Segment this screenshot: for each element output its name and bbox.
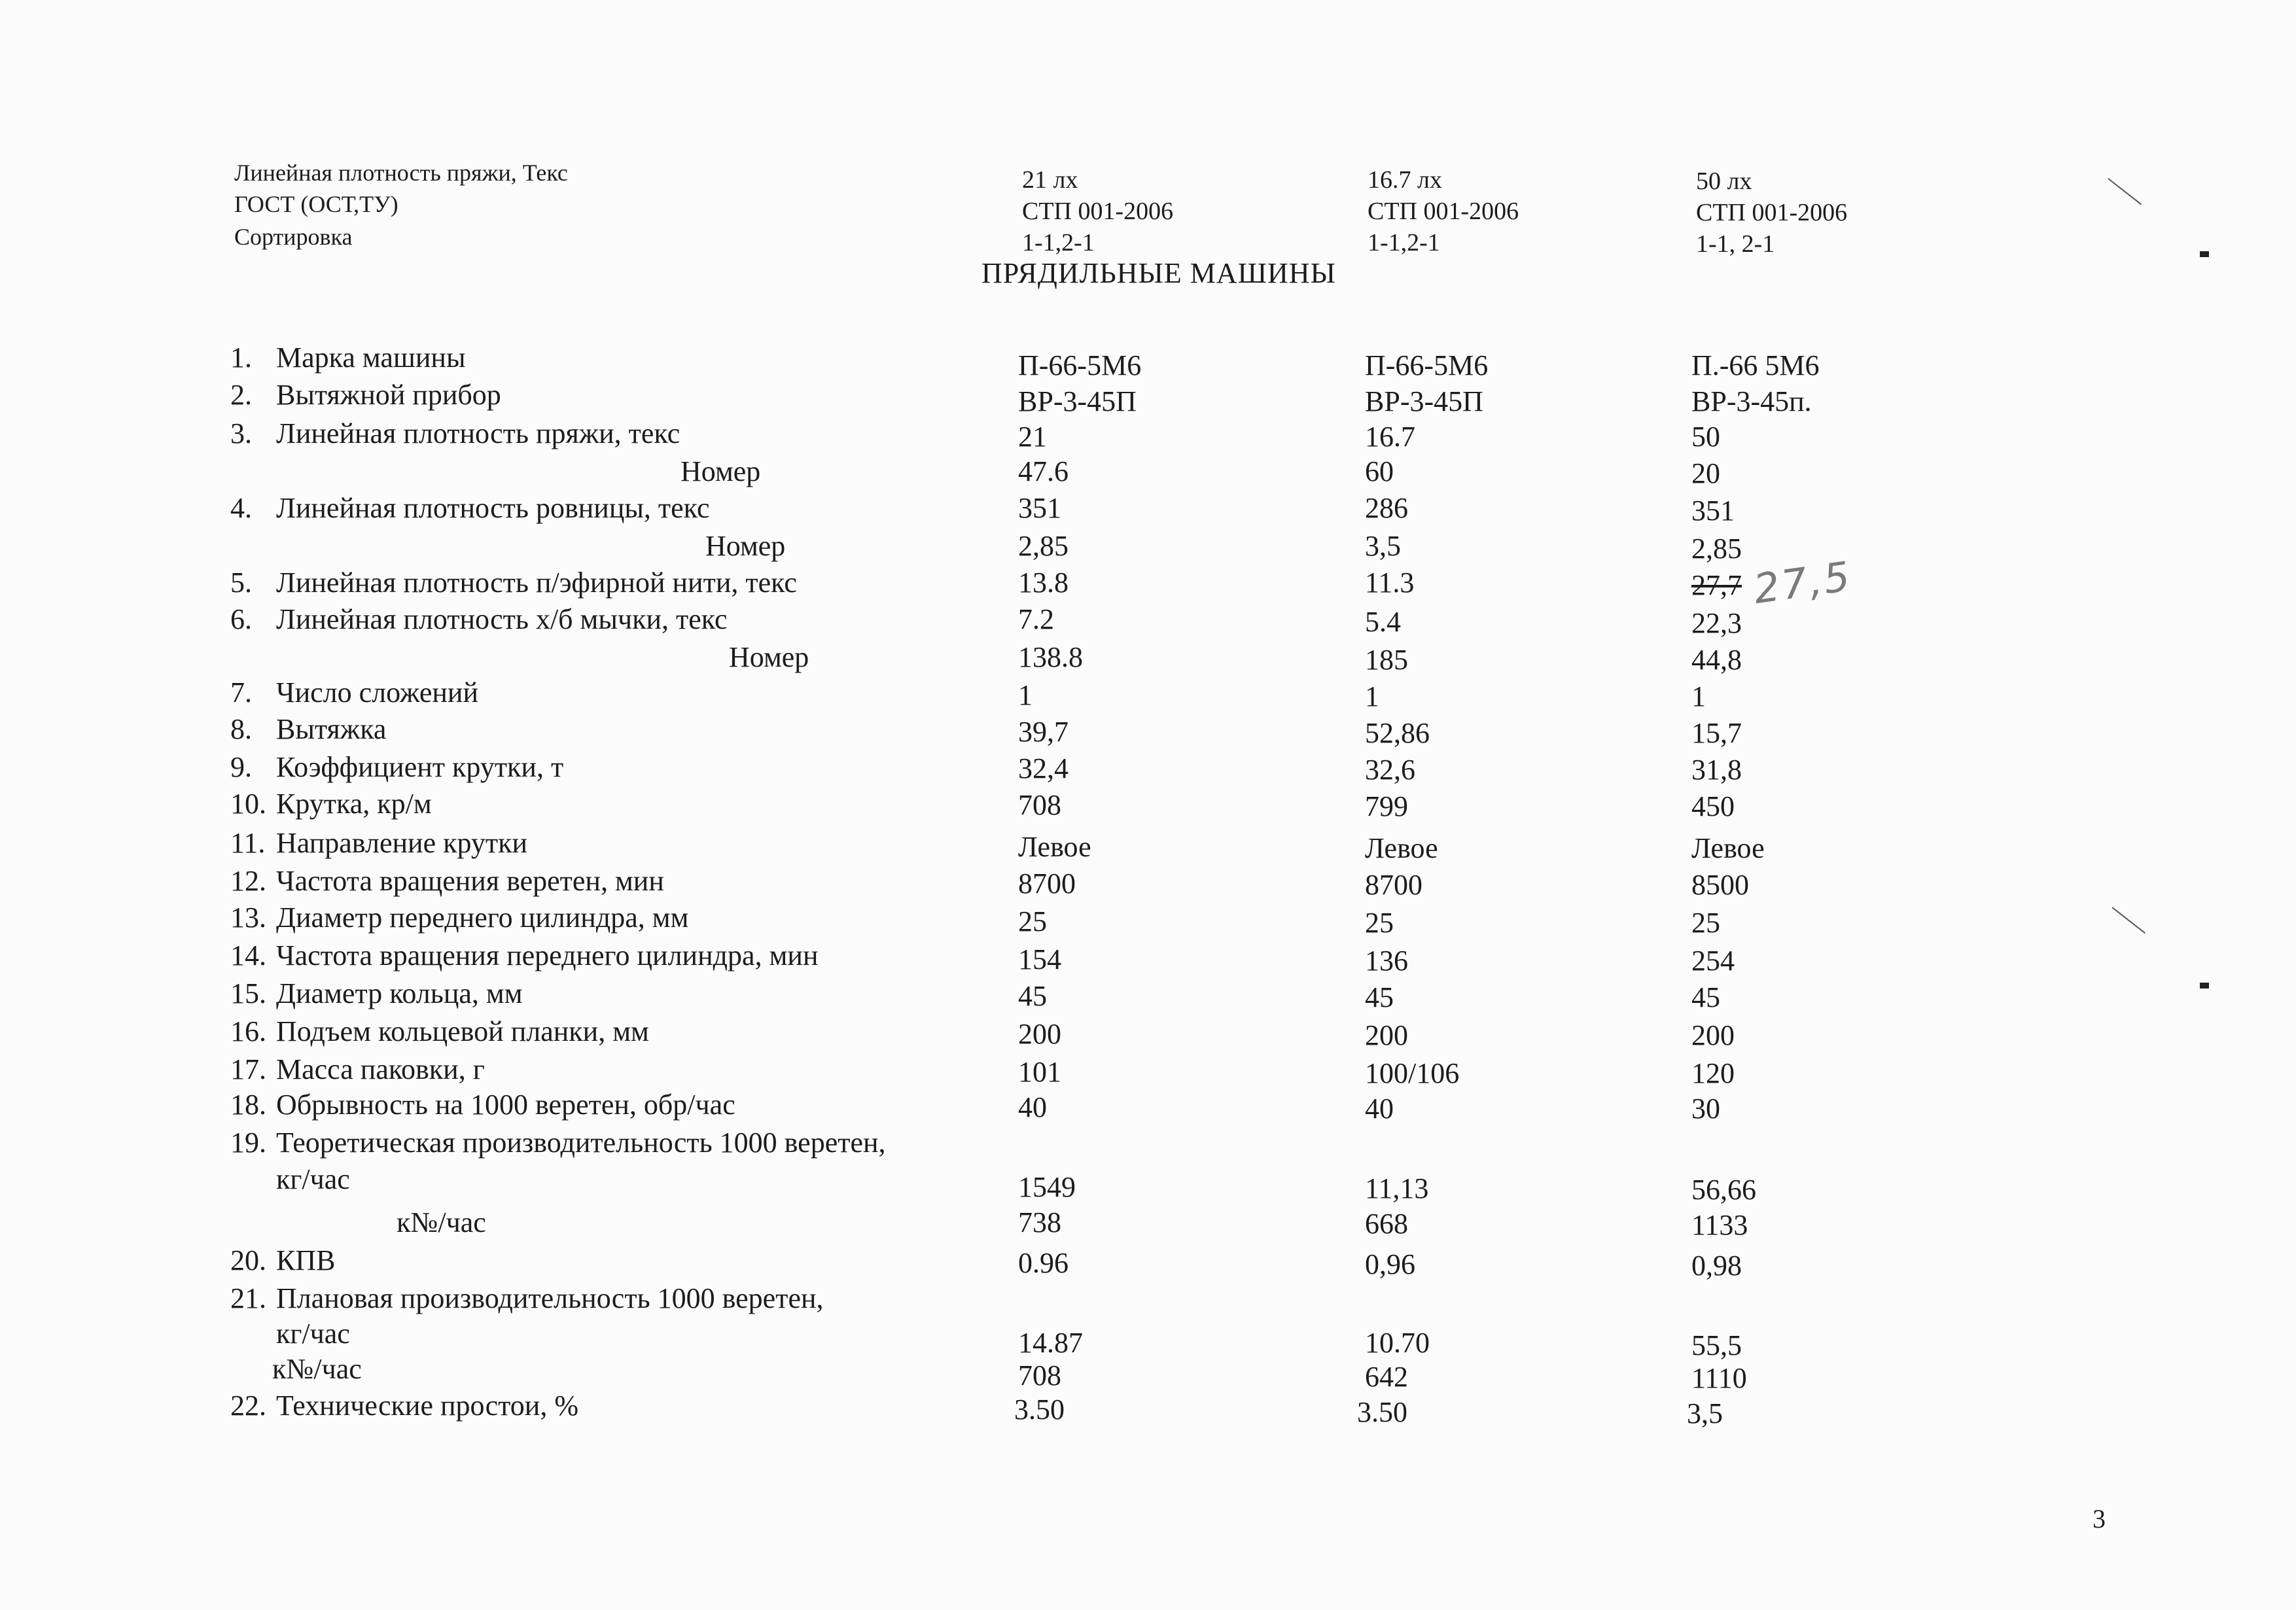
row-value-col3: 3,5 <box>1687 1397 1723 1429</box>
row-value-col1: ВР-3-45П <box>1018 385 1137 417</box>
row-number: 14. <box>230 939 266 971</box>
row-value-col3: 1 <box>1691 680 1706 712</box>
row-value-col3: 25 <box>1691 907 1720 939</box>
row-value-col3: 15,7 <box>1691 717 1742 749</box>
row-value-col1: 7.2 <box>1018 603 1054 635</box>
row-number: 12. <box>230 865 266 897</box>
row-label: Вытяжка <box>276 713 387 745</box>
row-number: 3. <box>230 417 252 449</box>
row-value-col3: 120 <box>1691 1057 1735 1089</box>
row-value-col1: 14.87 <box>1018 1327 1083 1359</box>
row-value-col1: Левое <box>1018 831 1091 863</box>
row-value-col3: 254 <box>1691 945 1735 977</box>
row-value-col1: 154 <box>1018 943 1061 975</box>
row-value-col1: 13.8 <box>1018 567 1069 599</box>
row-value-col3: 450 <box>1691 790 1735 822</box>
row-label: Диаметр переднего цилиндра, мм <box>276 901 689 934</box>
row-value-col1: 8700 <box>1018 867 1076 900</box>
table-row <box>0 1387 2296 1429</box>
row-value-col2: 668 <box>1365 1208 1408 1240</box>
table-row <box>0 748 2296 786</box>
row-number: 15. <box>230 977 266 1009</box>
row-value-col2: 45 <box>1365 981 1394 1013</box>
row-value-col3: 0,98 <box>1691 1250 1742 1282</box>
row-value-col1: 101 <box>1018 1056 1061 1088</box>
header-col1-standard: СТП 001-2006 <box>1022 198 1174 225</box>
row-number: 19. <box>230 1127 266 1159</box>
row-number: 21. <box>230 1282 266 1314</box>
table-row <box>0 862 2296 900</box>
table-row <box>0 1280 2296 1318</box>
row-value-col2: ВР-3-45П <box>1365 385 1483 417</box>
row-label: к№/час <box>397 1206 486 1238</box>
row-number: 10. <box>230 788 266 820</box>
row-value-col2: 3,5 <box>1365 530 1401 562</box>
table-row <box>0 937 2296 975</box>
row-value-col3: 56,66 <box>1691 1174 1756 1206</box>
row-value-col2: 0,96 <box>1365 1248 1415 1280</box>
table-row <box>0 1350 2296 1394</box>
table-row <box>0 824 2296 862</box>
row-number: 4. <box>230 492 252 524</box>
table-row <box>0 527 2296 565</box>
row-label: Плановая производительность 1000 веретен, <box>276 1282 824 1314</box>
row-number: 1. <box>230 341 252 374</box>
header-col2-sort: 1-1,2-1 <box>1368 229 1440 256</box>
row-label: Номер <box>729 641 809 673</box>
row-value-col1: 25 <box>1018 905 1047 937</box>
row-number: 22. <box>230 1390 266 1422</box>
row-value-col2: 136 <box>1365 945 1408 977</box>
row-label: Крутка, кр/м <box>276 788 432 820</box>
row-value-col3-struck: 27,7 <box>1691 569 1742 601</box>
table-row <box>0 1013 2296 1051</box>
table-row <box>0 339 2296 381</box>
row-value-col3: ВР-3-45п. <box>1691 385 1812 417</box>
row-label: Число сложений <box>276 676 479 709</box>
row-number: 11. <box>230 827 266 859</box>
row-value-col1: 3.50 <box>1014 1393 1065 1426</box>
header-label-standard: ГОСТ (ОСТ,ТУ) <box>234 191 398 217</box>
row-number: 9. <box>230 751 252 783</box>
header-col1-sort: 1-1,2-1 <box>1022 229 1095 256</box>
row-label: Диаметр кольца, мм <box>276 977 523 1009</box>
row-value-col2: 286 <box>1365 492 1408 524</box>
row-value-col2: 32,6 <box>1365 754 1415 786</box>
header-label-density: Линейная плотность пряжи, Текс <box>234 160 568 186</box>
table-row <box>0 899 2296 937</box>
table-row <box>0 564 2296 602</box>
row-label: Номер <box>705 530 786 562</box>
row-number: 6. <box>230 603 252 635</box>
row-value-col1: 138.8 <box>1018 641 1083 673</box>
scan-mark <box>2200 251 2209 257</box>
row-number: 18. <box>230 1089 266 1121</box>
row-value-col3: 44,8 <box>1691 644 1742 676</box>
row-value-col3: 1133 <box>1691 1209 1748 1241</box>
row-number: 17. <box>230 1053 266 1085</box>
row-value-col2: 40 <box>1365 1093 1394 1125</box>
row-value-col3: 20 <box>1691 457 1720 489</box>
row-value-col2: 10.70 <box>1365 1327 1430 1359</box>
row-label: Марка машины <box>276 341 466 374</box>
table-row <box>0 415 2296 453</box>
handwritten-correction: 27,5 <box>1750 551 1855 614</box>
row-value-col3: 200 <box>1691 1019 1735 1051</box>
row-value-col3: 45 <box>1691 981 1720 1013</box>
section-title: ПРЯДИЛЬНЫЕ МАШИНЫ <box>981 257 1336 289</box>
row-value-col1: 45 <box>1018 980 1047 1012</box>
row-value-col3: 1110 <box>1691 1362 1747 1394</box>
header-col3-density: 50 лх <box>1696 167 1752 195</box>
table-row <box>0 601 2296 639</box>
row-value-col2: 16.7 <box>1365 421 1415 453</box>
row-value-col3: 31,8 <box>1691 754 1742 786</box>
scan-mark <box>2108 178 2142 205</box>
row-value-col1: 738 <box>1018 1206 1061 1238</box>
row-value-col2: Левое <box>1365 832 1438 864</box>
table-row <box>0 453 2296 491</box>
row-value-col1: 39,7 <box>1018 716 1069 748</box>
row-label: Обрывность на 1000 веретен, обр/час <box>276 1089 735 1121</box>
header-col1-density: 21 лх <box>1022 166 1078 194</box>
row-value-col1: 40 <box>1018 1091 1047 1123</box>
header-col3-sort: 1-1, 2-1 <box>1696 230 1775 258</box>
row-label: Линейная плотность х/б мычки, текс <box>276 603 728 635</box>
table-row <box>0 1315 2296 1361</box>
table-row <box>0 1161 2296 1206</box>
row-value-col2: П-66-5М6 <box>1365 349 1489 381</box>
row-value-col1: 21 <box>1018 421 1047 453</box>
page-number: 3 <box>2093 1504 2106 1533</box>
row-value-col3: 8500 <box>1691 869 1749 901</box>
row-value-col3: 55,5 <box>1691 1329 1742 1361</box>
row-label: Направление крутки <box>276 827 528 859</box>
row-value-col3: П.-66 5М6 <box>1691 349 1820 381</box>
row-value-col2: 11.3 <box>1365 567 1415 599</box>
row-label: Линейная плотность ровницы, текс <box>276 492 710 524</box>
scan-mark <box>2200 983 2209 989</box>
row-value-col2: 25 <box>1365 907 1394 939</box>
row-value-col1: 708 <box>1018 1359 1061 1391</box>
row-value-col2: 8700 <box>1365 869 1422 901</box>
row-label: Линейная плотность п/эфирной нити, текс <box>276 567 797 599</box>
row-number: 16. <box>230 1015 266 1047</box>
row-value-col2: 185 <box>1365 644 1408 676</box>
row-label: к№/час <box>272 1353 362 1385</box>
table-row <box>0 376 2296 417</box>
table-row <box>0 785 2296 823</box>
row-number: 13. <box>230 901 266 934</box>
row-number: 2. <box>230 379 252 411</box>
row-value-col2: 11,13 <box>1365 1172 1429 1204</box>
row-value-col1: 0.96 <box>1018 1247 1069 1279</box>
row-value-col3: 50 <box>1691 421 1720 453</box>
row-label: Линейная плотность пряжи, текс <box>276 417 680 449</box>
row-label: Коэффициент крутки, т <box>276 751 564 783</box>
table-row <box>0 1086 2296 1124</box>
row-value-col3: 2,85 <box>1691 533 1742 565</box>
row-value-col3: 351 <box>1691 495 1735 527</box>
row-label: Номер <box>680 455 761 487</box>
row-number: 8. <box>230 713 252 745</box>
row-label: Масса паковки, г <box>276 1053 485 1085</box>
row-number: 5. <box>230 567 252 599</box>
table-row <box>0 1124 2296 1162</box>
table-row <box>0 1051 2296 1089</box>
table-row <box>0 1242 2296 1280</box>
row-label: Частота вращения веретен, мин <box>276 865 664 897</box>
table-row <box>0 975 2296 1013</box>
row-value-col2: 799 <box>1365 790 1408 822</box>
row-value-col2: 100/106 <box>1365 1057 1460 1089</box>
row-value-col2: 3.50 <box>1357 1396 1407 1428</box>
row-number: 20. <box>230 1244 266 1276</box>
row-value-col1: 1549 <box>1018 1171 1076 1203</box>
row-label: кг/час <box>276 1318 350 1350</box>
row-value-col3: 22,3 <box>1691 607 1742 639</box>
table-row <box>0 710 2296 748</box>
row-value-col2: 60 <box>1365 455 1394 487</box>
row-value-col1: П-66-5М6 <box>1018 349 1142 381</box>
row-value-col1: 351 <box>1018 492 1061 524</box>
row-label: Подъем кольцевой планки, мм <box>276 1015 649 1047</box>
row-label: КПВ <box>276 1244 336 1276</box>
row-value-col1: 708 <box>1018 789 1061 821</box>
row-value-col1: 32,4 <box>1018 752 1069 784</box>
row-value-col2: 52,86 <box>1365 717 1430 749</box>
row-value-col2: 5.4 <box>1365 606 1401 638</box>
row-label: Технические простои, % <box>276 1390 578 1422</box>
row-value-col1: 2,85 <box>1018 530 1069 562</box>
row-label: Теоретическая производительность 1000 веретен, <box>276 1127 886 1159</box>
row-value-col2: 1 <box>1365 680 1379 712</box>
row-value-col2: 642 <box>1365 1361 1408 1393</box>
table-row <box>0 674 2296 712</box>
table-row <box>0 1204 2296 1242</box>
header-label-sort: Сортировка <box>234 224 353 250</box>
header-col2-density: 16.7 лх <box>1368 166 1442 194</box>
row-label: кг/час <box>276 1163 350 1195</box>
row-value-col1: 200 <box>1018 1018 1061 1050</box>
header-col2-standard: СТП 001-2006 <box>1368 198 1519 225</box>
row-label: Вытяжной прибор <box>276 379 501 411</box>
row-value-col2: 200 <box>1365 1019 1408 1051</box>
row-value-col3: 30 <box>1691 1093 1720 1125</box>
row-value-col3: Левое <box>1691 832 1765 864</box>
row-value-col1: 1 <box>1018 679 1033 711</box>
header-col3-standard: СТП 001-2006 <box>1696 199 1848 226</box>
row-value-col1: 47.6 <box>1018 455 1069 487</box>
table-row <box>0 489 2296 527</box>
table-row <box>0 639 2296 676</box>
row-label: Частота вращения переднего цилиндра, мин <box>276 939 819 971</box>
row-number: 7. <box>230 676 252 709</box>
